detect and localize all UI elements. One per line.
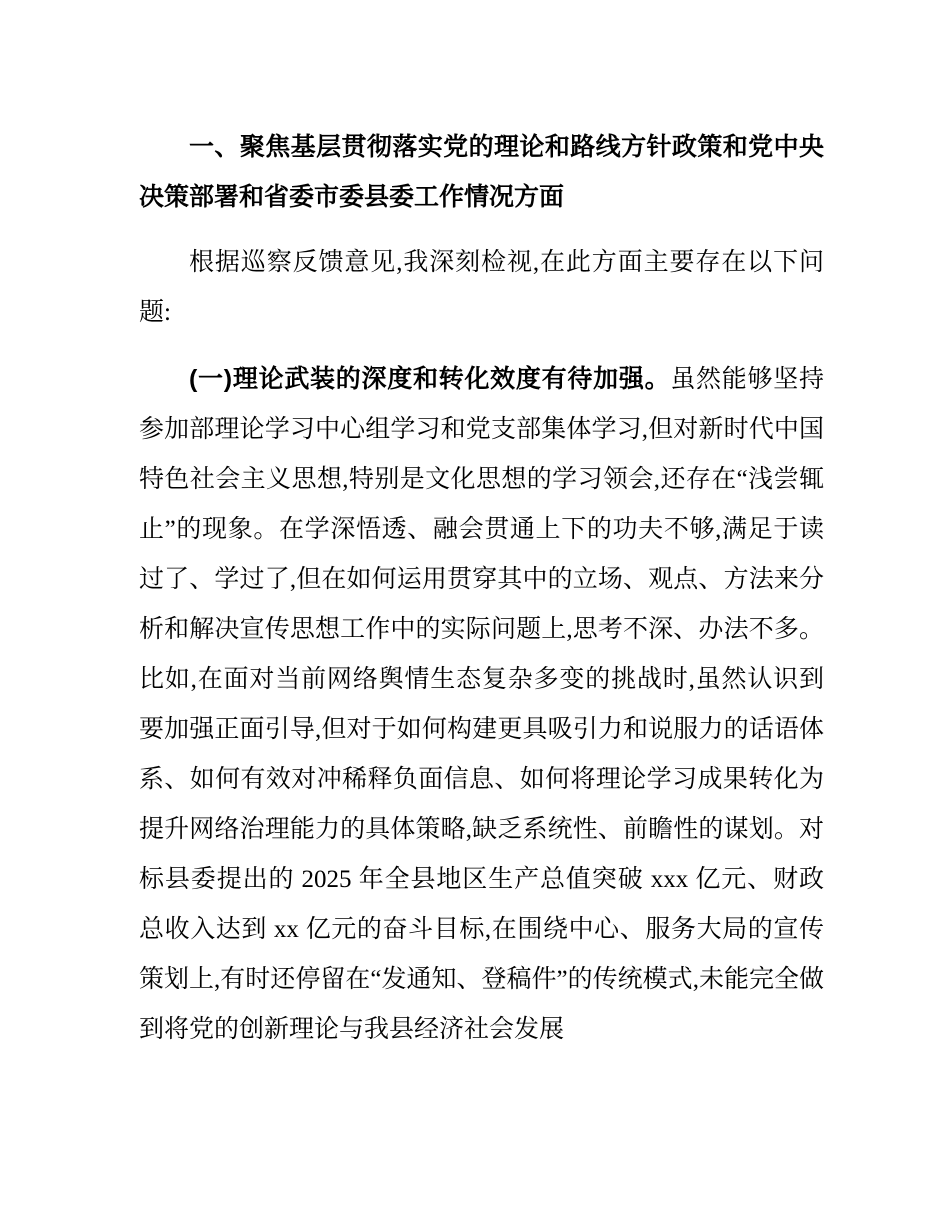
section-heading: 一、聚焦基层贯彻落实党的理论和路线方针政策和党中央决策部署和省委市委县委工作情况方面 bbox=[139, 133, 824, 211]
subsection-body-text: 虽然能够坚持参加部理论学习中心组学习和党支部集体学习,但对新时代中国特色社会主义思想,特别是文化思想的学习领会,还存在“浅尝辄止”的现象。在学深悟透、融会贯通上下的功夫不够,满足于读过了、学过了,但在如何运用贯穿其中的立场、观点、方法来分析和解决宣传思想工作中的实际问题上,思考不深、办法不多。比如,在面对当前网络舆情生态复杂多变的挑战时,虽然认识到要加强正面引导,但对于如何构建更具吸引力和说服力的话语体系、如何有效对冲稀释负面信息、如何将理论学习成果转化为提升网络治理能力的具体策略,缺乏系统性、前瞻性的谋划。对标县委提出的 2025 年全县地区生产总值突破 xxx 亿元、财政总收入达到 xx 亿元的奋斗目标,在围绕中心、服务大局的宣传策划上,有时还停留在“发通知、登稿件”的传统模式,未能完全做到将党的创新理论与我县经济社会发展 bbox=[139, 366, 824, 1043]
intro-paragraph: 根据巡察反馈意见,我深刻检视,在此方面主要存在以下问题: bbox=[139, 249, 824, 326]
subsection-paragraph bbox=[139, 354, 824, 1055]
subsection-title: (一)理论武装的深度和转化效度有待加强。 bbox=[189, 365, 671, 393]
